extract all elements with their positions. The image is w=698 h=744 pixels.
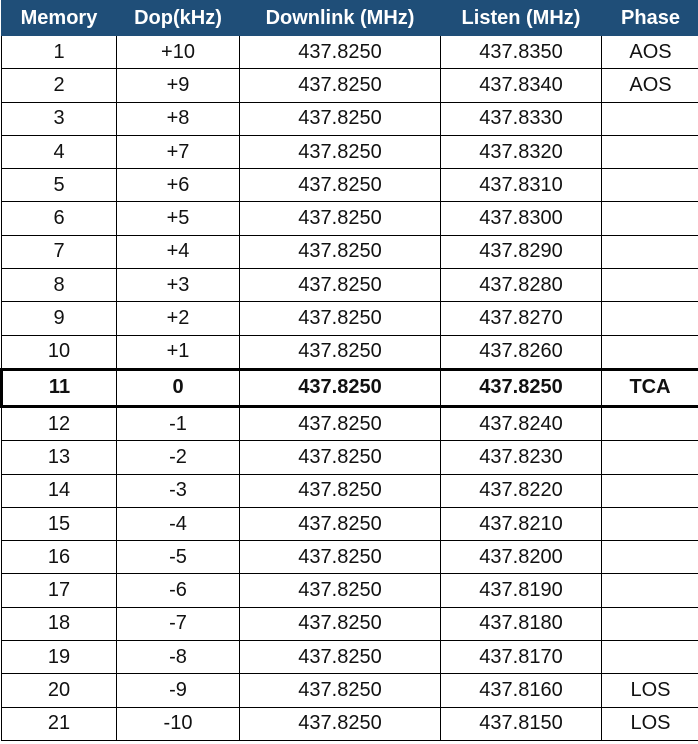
cell-phase bbox=[602, 202, 698, 235]
cell-doppler: -6 bbox=[117, 574, 240, 607]
cell-memory: 6 bbox=[2, 202, 117, 235]
cell-doppler: +4 bbox=[117, 235, 240, 268]
cell-listen: 437.8260 bbox=[441, 335, 602, 369]
cell-listen: 437.8330 bbox=[441, 102, 602, 135]
cell-downlink: 437.8250 bbox=[240, 302, 441, 335]
table-row bbox=[2, 707, 698, 740]
cell-phase bbox=[602, 641, 698, 674]
cell-memory: 5 bbox=[2, 169, 117, 202]
table-row bbox=[2, 541, 698, 574]
cell-phase bbox=[602, 507, 698, 540]
cell-phase bbox=[602, 406, 698, 440]
cell-downlink: 437.8250 bbox=[240, 235, 441, 268]
cell-phase bbox=[602, 102, 698, 135]
cell-listen: 437.8210 bbox=[441, 507, 602, 540]
cell-phase bbox=[602, 474, 698, 507]
table-body bbox=[2, 36, 698, 741]
cell-phase bbox=[602, 441, 698, 474]
column-header-listen: Listen (MHz) bbox=[441, 1, 602, 36]
cell-downlink: 437.8250 bbox=[240, 406, 441, 440]
cell-doppler: +2 bbox=[117, 302, 240, 335]
table-row bbox=[2, 36, 698, 69]
cell-downlink: 437.8250 bbox=[240, 169, 441, 202]
cell-listen: 437.8310 bbox=[441, 169, 602, 202]
cell-phase bbox=[602, 335, 698, 369]
cell-memory: 4 bbox=[2, 135, 117, 168]
cell-doppler: -1 bbox=[117, 406, 240, 440]
table-row bbox=[2, 674, 698, 707]
table-row bbox=[2, 335, 698, 369]
table-row bbox=[2, 406, 698, 440]
table-row bbox=[2, 102, 698, 135]
cell-memory: 14 bbox=[2, 474, 117, 507]
cell-downlink: 437.8250 bbox=[240, 607, 441, 640]
table-row bbox=[2, 135, 698, 168]
cell-doppler: +1 bbox=[117, 335, 240, 369]
cell-downlink: 437.8250 bbox=[240, 441, 441, 474]
table-row bbox=[2, 302, 698, 335]
header-row bbox=[2, 1, 698, 36]
cell-memory: 13 bbox=[2, 441, 117, 474]
cell-doppler: -8 bbox=[117, 641, 240, 674]
table-row bbox=[2, 474, 698, 507]
table-row bbox=[2, 441, 698, 474]
column-header-downlink: Downlink (MHz) bbox=[240, 1, 441, 36]
cell-memory: 15 bbox=[2, 507, 117, 540]
cell-doppler: -10 bbox=[117, 707, 240, 740]
cell-doppler: +5 bbox=[117, 202, 240, 235]
cell-downlink: 437.8250 bbox=[240, 707, 441, 740]
cell-listen: 437.8290 bbox=[441, 235, 602, 268]
table-row bbox=[2, 641, 698, 674]
cell-memory: 20 bbox=[2, 674, 117, 707]
table-row bbox=[2, 169, 698, 202]
cell-listen: 437.8160 bbox=[441, 674, 602, 707]
cell-doppler: +6 bbox=[117, 169, 240, 202]
cell-phase bbox=[602, 541, 698, 574]
cell-downlink: 437.8250 bbox=[240, 641, 441, 674]
cell-memory: 8 bbox=[2, 269, 117, 302]
table-row bbox=[2, 607, 698, 640]
table-row bbox=[2, 507, 698, 540]
cell-memory: 3 bbox=[2, 102, 117, 135]
cell-phase bbox=[602, 135, 698, 168]
column-header-doppler: Dop(kHz) bbox=[117, 1, 240, 36]
cell-downlink: 437.8250 bbox=[240, 69, 441, 102]
cell-phase bbox=[602, 607, 698, 640]
cell-phase bbox=[602, 302, 698, 335]
cell-doppler: -2 bbox=[117, 441, 240, 474]
cell-downlink: 437.8250 bbox=[240, 202, 441, 235]
cell-phase bbox=[602, 574, 698, 607]
table-row bbox=[2, 269, 698, 302]
cell-memory: 18 bbox=[2, 607, 117, 640]
cell-downlink: 437.8250 bbox=[240, 36, 441, 69]
cell-listen: 437.8150 bbox=[441, 707, 602, 740]
cell-listen: 437.8350 bbox=[441, 36, 602, 69]
cell-listen: 437.8320 bbox=[441, 135, 602, 168]
cell-listen: 437.8270 bbox=[441, 302, 602, 335]
cell-memory: 10 bbox=[2, 335, 117, 369]
cell-phase: LOS bbox=[602, 707, 698, 740]
cell-doppler: +9 bbox=[117, 69, 240, 102]
cell-listen: 437.8340 bbox=[441, 69, 602, 102]
cell-doppler: -7 bbox=[117, 607, 240, 640]
cell-listen: 437.8200 bbox=[441, 541, 602, 574]
column-header-phase: Phase bbox=[602, 1, 698, 36]
table-row bbox=[2, 202, 698, 235]
cell-listen: 437.8190 bbox=[441, 574, 602, 607]
cell-downlink: 437.8250 bbox=[240, 474, 441, 507]
cell-memory: 9 bbox=[2, 302, 117, 335]
cell-phase bbox=[602, 169, 698, 202]
cell-downlink: 437.8250 bbox=[240, 269, 441, 302]
cell-listen: 437.8180 bbox=[441, 607, 602, 640]
cell-doppler: +8 bbox=[117, 102, 240, 135]
cell-doppler: +7 bbox=[117, 135, 240, 168]
cell-memory: 16 bbox=[2, 541, 117, 574]
cell-downlink: 437.8250 bbox=[240, 507, 441, 540]
cell-listen: 437.8230 bbox=[441, 441, 602, 474]
cell-listen: 437.8300 bbox=[441, 202, 602, 235]
cell-memory: 7 bbox=[2, 235, 117, 268]
cell-doppler: -4 bbox=[117, 507, 240, 540]
table-row bbox=[2, 369, 698, 406]
cell-phase: AOS bbox=[602, 69, 698, 102]
cell-phase bbox=[602, 235, 698, 268]
cell-doppler: +3 bbox=[117, 269, 240, 302]
table-header bbox=[2, 1, 698, 36]
column-header-memory: Memory bbox=[2, 1, 117, 36]
cell-memory: 21 bbox=[2, 707, 117, 740]
cell-downlink: 437.8250 bbox=[240, 574, 441, 607]
cell-downlink: 437.8250 bbox=[240, 135, 441, 168]
cell-doppler: 0 bbox=[117, 369, 240, 406]
cell-memory: 19 bbox=[2, 641, 117, 674]
cell-downlink: 437.8250 bbox=[240, 335, 441, 369]
cell-listen: 437.8250 bbox=[441, 369, 602, 406]
cell-doppler: -3 bbox=[117, 474, 240, 507]
cell-listen: 437.8170 bbox=[441, 641, 602, 674]
cell-doppler: -9 bbox=[117, 674, 240, 707]
cell-listen: 437.8280 bbox=[441, 269, 602, 302]
cell-doppler: -5 bbox=[117, 541, 240, 574]
cell-phase: AOS bbox=[602, 36, 698, 69]
cell-doppler: +10 bbox=[117, 36, 240, 69]
cell-memory: 17 bbox=[2, 574, 117, 607]
cell-phase: LOS bbox=[602, 674, 698, 707]
cell-memory: 2 bbox=[2, 69, 117, 102]
table-row bbox=[2, 574, 698, 607]
cell-memory: 12 bbox=[2, 406, 117, 440]
cell-listen: 437.8240 bbox=[441, 406, 602, 440]
cell-phase: TCA bbox=[602, 369, 698, 406]
cell-downlink: 437.8250 bbox=[240, 102, 441, 135]
table-row bbox=[2, 69, 698, 102]
cell-listen: 437.8220 bbox=[441, 474, 602, 507]
cell-downlink: 437.8250 bbox=[240, 541, 441, 574]
cell-memory: 1 bbox=[2, 36, 117, 69]
cell-memory: 11 bbox=[2, 369, 117, 406]
cell-downlink: 437.8250 bbox=[240, 674, 441, 707]
table-row bbox=[2, 235, 698, 268]
cell-phase bbox=[602, 269, 698, 302]
cell-downlink: 437.8250 bbox=[240, 369, 441, 406]
